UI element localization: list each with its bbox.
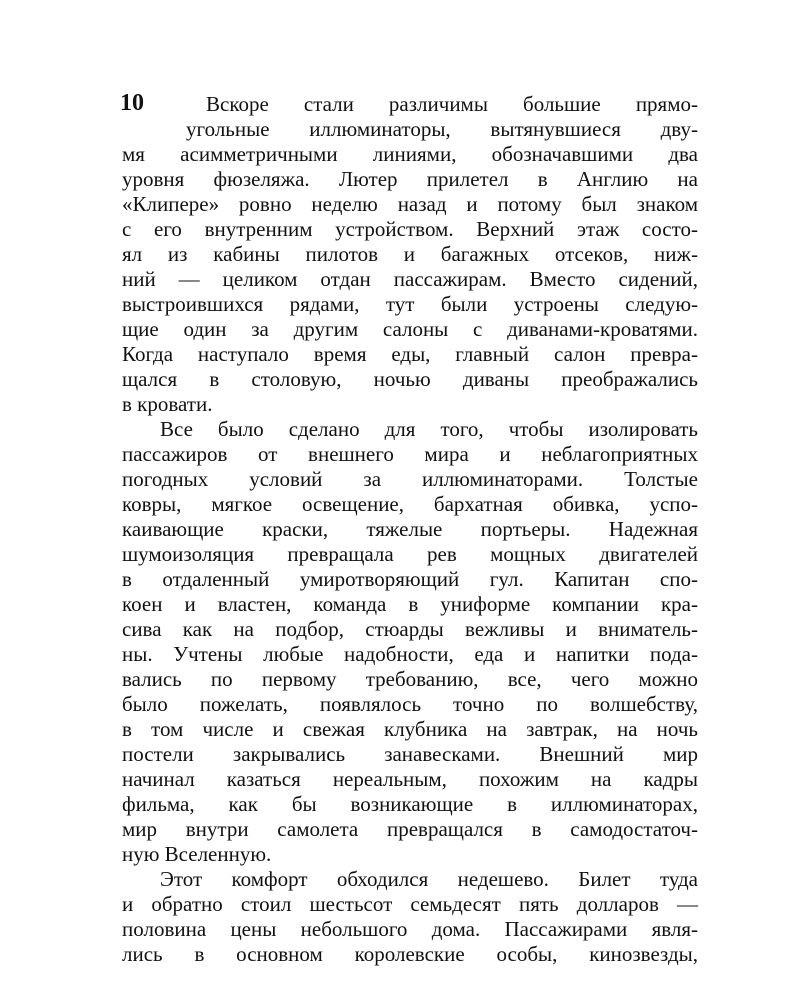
text-line: в кровати. (122, 392, 213, 416)
text-line: Этот комфорт обходился недешево. Билет туда (160, 867, 698, 891)
text-line: Когда наступало время еды, главный салон превра- (122, 342, 698, 366)
text-line: лись в основном королевские особы, кинозвезды, (122, 942, 698, 966)
text-line: шумоизоляция превращала рев мощных двигателей (122, 542, 698, 566)
text-line: щие один за другим салоны с диванами-кроватями. (122, 317, 698, 341)
text-line: уровня фюзеляжа. Лютер прилетел в Англию на (122, 167, 698, 191)
text-line: половина цены небольшого дома. Пассажирами явля- (122, 917, 698, 941)
text-line: коен и властен, команда в униформе компании кра- (122, 592, 698, 616)
text-line: постели закрывались занавесками. Внешний мир (122, 742, 698, 766)
text-line: каивающие краски, тяжелые портьеры. Надежная (122, 517, 698, 541)
text-line: угольные иллюминаторы, вытянувшиеся дву- (186, 117, 698, 141)
page-number: 10 (120, 90, 144, 116)
text-line: вались по первому требованию, все, чего можно (122, 667, 698, 691)
text-line: в отдаленный умиротворяющий гул. Капитан спо- (122, 567, 698, 591)
text-line: начинал казаться нереальным, похожим на кадры (122, 767, 698, 791)
text-line: Вскоре стали различимы большие прямо- (206, 92, 698, 116)
text-line: сива как на подбор, стюарды вежливы и вниматель- (122, 617, 698, 641)
text-line: фильма, как бы возникающие в иллюминаторах, (122, 792, 698, 816)
text-line: Все было сделано для того, чтобы изолировать (160, 417, 698, 441)
text-line: мир внутри самолета превращался в самодостаточ- (122, 817, 698, 841)
text-line: ковры, мягкое освещение, бархатная обивка, успо- (122, 492, 698, 516)
text-line: погодных условий за иллюминаторами. Толстые (122, 467, 698, 491)
text-line: ний — целиком отдан пассажирам. Вместо сидений, (122, 267, 698, 291)
text-line: с его внутренним устройством. Верхний этаж состо- (122, 217, 698, 241)
text-line: ны. Учтены любые надобности, еда и напитки пода- (122, 642, 698, 666)
text-line: и обратно стоил шестьсот семьдесят пять долларов — (122, 892, 698, 916)
text-line: ную Вселенную. (122, 842, 272, 866)
text-line: выстроившихся рядами, тут были устроены следую- (122, 292, 698, 316)
text-line: в том числе и свежая клубника на завтрак, на ночь (122, 717, 698, 741)
text-line: ял из кабины пилотов и багажных отсеков, ниж- (122, 242, 698, 266)
text-line: «Клипере» ровно неделю назад и потому был знаком (122, 192, 698, 216)
text-line: пассажиров от внешнего мира и неблагоприятных (122, 442, 698, 466)
text-line: было пожелать, появлялось точно по волшебству, (122, 692, 698, 716)
text-line: щался в столовую, ночью диваны преображались (122, 367, 698, 391)
text-line: мя асимметричными линиями, обозначавшими два (122, 142, 698, 166)
